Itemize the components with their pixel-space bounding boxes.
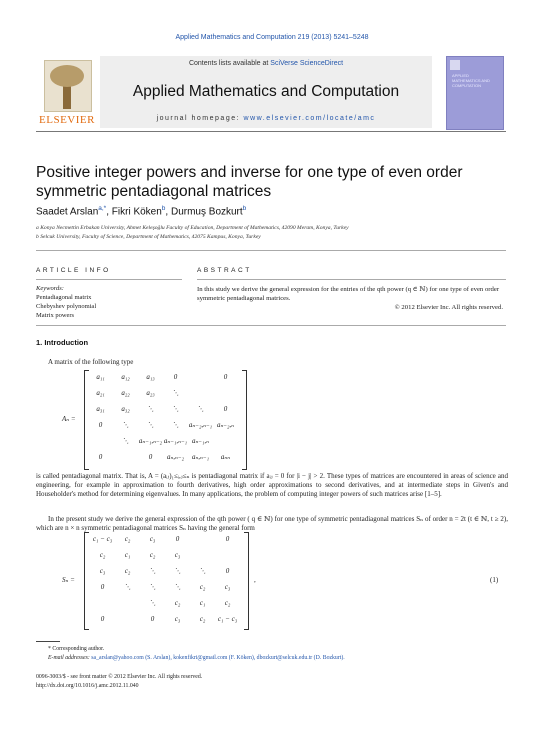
keyword-item: Matrix powers bbox=[36, 312, 75, 319]
matrix-cell: ⋱ bbox=[147, 405, 154, 413]
matrix-cell: aₙ₋₂,ₙ bbox=[216, 421, 235, 429]
matrix-cell: c₃ bbox=[99, 567, 106, 575]
email-addresses bbox=[48, 655, 345, 661]
matrix-s-left-bracket bbox=[84, 532, 89, 630]
author-marks[interactable]: b bbox=[242, 205, 247, 212]
matrix-cell: 0 bbox=[223, 405, 228, 413]
matrix-cell: 0 bbox=[225, 567, 230, 575]
abstract-heading: ABSTRACT bbox=[197, 267, 252, 274]
matrix-cell: 0 bbox=[98, 453, 103, 461]
matrix-cell: aₙₙ bbox=[220, 453, 231, 461]
abstract-rule bbox=[197, 279, 506, 280]
matrix-cell: aₙ,ₙ₋₁ bbox=[191, 453, 210, 461]
matrix-cell: c₂ bbox=[199, 615, 206, 623]
matrix-a-lhs: Aₙ = bbox=[62, 415, 76, 423]
matrix-cell: ⋱ bbox=[149, 583, 156, 591]
matrix-cell: ⋱ bbox=[172, 405, 179, 413]
matrix-cell: 0 bbox=[100, 615, 105, 623]
matrix-cell: a₂₁ bbox=[96, 389, 105, 397]
matrix-cell: ⋱ bbox=[149, 599, 156, 607]
matrix-cell: ⋱ bbox=[197, 405, 204, 413]
journal-masthead bbox=[36, 56, 502, 128]
matrix-cell: c₂ bbox=[99, 551, 106, 559]
matrix-cell: c₃ bbox=[174, 615, 181, 623]
matrix-cell: 0 bbox=[98, 421, 103, 429]
matrix-cell: ⋱ bbox=[174, 567, 181, 575]
author-name: Fikri Köken bbox=[111, 206, 162, 218]
matrix-cell: ⋱ bbox=[174, 583, 181, 591]
matrix-cell: ⋱ bbox=[172, 421, 179, 429]
journal-homepage bbox=[100, 115, 432, 122]
matrix-cell: a₁₁ bbox=[96, 373, 105, 381]
matrix-cell: c₂ bbox=[124, 535, 131, 543]
matrix-cell: ⋱ bbox=[199, 567, 206, 575]
matrix-cell: 0 bbox=[223, 373, 228, 381]
matrix-cell: c₂ bbox=[149, 551, 156, 559]
matrix-s-comma: , bbox=[254, 576, 256, 584]
matrix-cell: c₃ bbox=[174, 551, 181, 559]
author-marks[interactable]: b bbox=[161, 205, 166, 212]
abstract-copyright: © 2012 Elsevier Inc. All rights reserved. bbox=[394, 304, 503, 311]
paragraph-1: is called pentadiagonal matrix. That is, A = (aᵢⱼ)₁≤ᵢ,ⱼ≤ₙ is pentadiagonal matrix if aᵢⱼ = 0 for |i − j| > 2. These types of matrices are encountered in areas of science and engineering, for example in approximation to fourth derivatives, high order approximations to second derivatives, and at intermediate steps in Given's and Householder's method for determining eigenvalues. In many applications, the problem of computing integer powers of such matrices arise [1–5]. bbox=[36, 472, 508, 498]
header-rule bbox=[36, 250, 506, 251]
matrix-cell: c₃ bbox=[149, 535, 156, 543]
matrix-cell: aₙ₋₁,ₙ₋₁ bbox=[163, 437, 188, 445]
matrix-s-right-bracket bbox=[244, 532, 249, 630]
journal-header-box bbox=[100, 56, 432, 128]
publisher-name: ELSEVIER bbox=[39, 114, 95, 126]
footnote-rule bbox=[36, 641, 60, 642]
author-list: Saadet Arslan$^{a,*}$, Fikri Köken$^b$, Durmuş Bozkurt$^b$ bbox=[36, 205, 247, 218]
matrix-cell: a₃₁ bbox=[96, 405, 105, 413]
keyword-item: Chebyshev polynomial bbox=[36, 303, 97, 310]
doi-link[interactable]: http://dx.doi.org/10.1016/j.amc.2012.11.040 bbox=[36, 683, 139, 689]
matrix-cell: c₂ bbox=[124, 567, 131, 575]
matrix-cell: a₃₂ bbox=[121, 405, 130, 413]
matrix-s bbox=[36, 532, 506, 630]
issn-line: 0096-3003/$ - see front matter © 2012 Elsevier Inc. All rights reserved. bbox=[36, 674, 203, 680]
matrix-cell: c₁ − c₃ bbox=[217, 615, 238, 623]
matrix-cell: c₁ bbox=[124, 551, 131, 559]
section-title: 1. Introduction bbox=[36, 338, 89, 347]
matrix-cell: c₂ bbox=[224, 599, 231, 607]
matrix-cell: 0 bbox=[173, 373, 178, 381]
matrix-cell: c₂ bbox=[199, 583, 206, 591]
matrix-cell: 0 bbox=[150, 615, 155, 623]
matrix-cell: ⋱ bbox=[122, 421, 129, 429]
corresponding-author-note: * Corresponding author. bbox=[48, 646, 105, 652]
elsevier-logo bbox=[36, 56, 98, 128]
masthead-rule bbox=[36, 131, 506, 132]
affiliation-b: b Selcuk University, Faculty of Science, Department of Mathematics, 42075 Kampus, Konya, Turkey bbox=[36, 234, 261, 240]
matrix-cell: aₙ₋₂,ₙ₋₁ bbox=[188, 421, 213, 429]
matrix-cell: ⋱ bbox=[124, 583, 131, 591]
matrix-cell: 0 bbox=[148, 453, 153, 461]
keywords-label: Keywords: bbox=[36, 285, 64, 292]
contents-line bbox=[100, 60, 432, 67]
abstract-end-rule bbox=[36, 325, 506, 326]
paragraph-2: In the present study we derive the general expression of the qth power ( q ∈ ℕ) for one type of symmetric pentadiagonal matrices Sₙ of order n = 2t (t ∈ ℕ, t ≥ 2), which are n × n symmetric pentadiagonal matrices Sₙ having the general form bbox=[36, 515, 508, 532]
author-name: Durmuş Bozkurt bbox=[170, 206, 243, 218]
matrix-cell: a₁₃ bbox=[146, 373, 155, 381]
cover-logo-icon bbox=[450, 60, 460, 70]
matrix-cell: ⋱ bbox=[149, 567, 156, 575]
keyword-item: Pentadiagonal matrix bbox=[36, 294, 92, 301]
email-list[interactable]: sa_arslan@yahoo.com (S. Arslan), kokenfikri@gmail.com (F. Köken), dbozkurt@selcuk.edu.tr (D. Bozkurt). bbox=[91, 655, 345, 661]
matrix-cell: aₙ,ₙ₋₂ bbox=[166, 453, 185, 461]
equation-number: (1) bbox=[490, 576, 499, 584]
sciencedirect-link[interactable]: SciVerse ScienceDirect bbox=[270, 60, 344, 67]
matrix-cell: c₂ bbox=[174, 599, 181, 607]
intro-sentence: A matrix of the following type bbox=[48, 358, 134, 366]
author-marks[interactable]: a,* bbox=[98, 205, 107, 212]
running-head: Applied Mathematics and Computation 219 (2013) 5241–5248 bbox=[175, 34, 369, 41]
affiliation-a: a Konya Necmettin Erbakan University, Ahmet Keleşoğlu Faculty of Education, Department of Mathematics, 42090 Meram, Konya, Turkey bbox=[36, 225, 349, 231]
contents-prefix: Contents lists available at bbox=[188, 60, 269, 67]
matrix-cell: ⋱ bbox=[172, 389, 179, 397]
matrix-a bbox=[36, 370, 506, 470]
matrix-cell: c₃ bbox=[224, 583, 231, 591]
matrix-cell: aₙ₋₁,ₙ bbox=[191, 437, 210, 445]
matrix-a-right-bracket bbox=[242, 370, 247, 470]
matrix-cell: 0 bbox=[175, 535, 180, 543]
matrix-cell: 0 bbox=[225, 535, 230, 543]
cover-title: APPLIED MATHEMATICS AND COMPUTATION bbox=[452, 73, 490, 88]
matrix-cell: a₂₂ bbox=[121, 389, 130, 397]
matrix-cell: ⋱ bbox=[147, 421, 154, 429]
matrix-cell: c₁ bbox=[199, 599, 206, 607]
homepage-label: journal homepage: bbox=[156, 115, 241, 122]
article-info-heading: ARTICLE INFO bbox=[36, 267, 111, 274]
email-label: E-mail addresses: bbox=[48, 655, 90, 661]
matrix-cell: ⋱ bbox=[122, 437, 129, 445]
journal-cover-thumbnail bbox=[446, 56, 504, 130]
article-title: Positive integer powers and inverse for one type of even order symmetric pentadiagonal matrices bbox=[36, 164, 463, 200]
matrix-cell: a₁₂ bbox=[121, 373, 130, 381]
matrix-cell: 0 bbox=[100, 583, 105, 591]
abstract-text: In this study we derive the general expression for the entries of the qth power (q ∈ ℕ) for one type of even order symmetric pentadiagonal matrices. bbox=[197, 286, 500, 302]
matrix-cell: c₁ − c₃ bbox=[92, 535, 113, 543]
tree-icon bbox=[44, 60, 92, 112]
homepage-link[interactable]: www.elsevier.com/locate/amc bbox=[243, 115, 376, 122]
author-name: Saadet Arslan bbox=[36, 206, 99, 218]
matrix-cell: a₂₃ bbox=[146, 389, 155, 397]
matrix-s-lhs: Sₙ = bbox=[62, 576, 75, 584]
matrix-cell: aₙ₋₁,ₙ₋₂ bbox=[138, 437, 163, 445]
journal-title: Applied Mathematics and Computation bbox=[132, 83, 400, 100]
article-info-rule bbox=[36, 279, 182, 280]
